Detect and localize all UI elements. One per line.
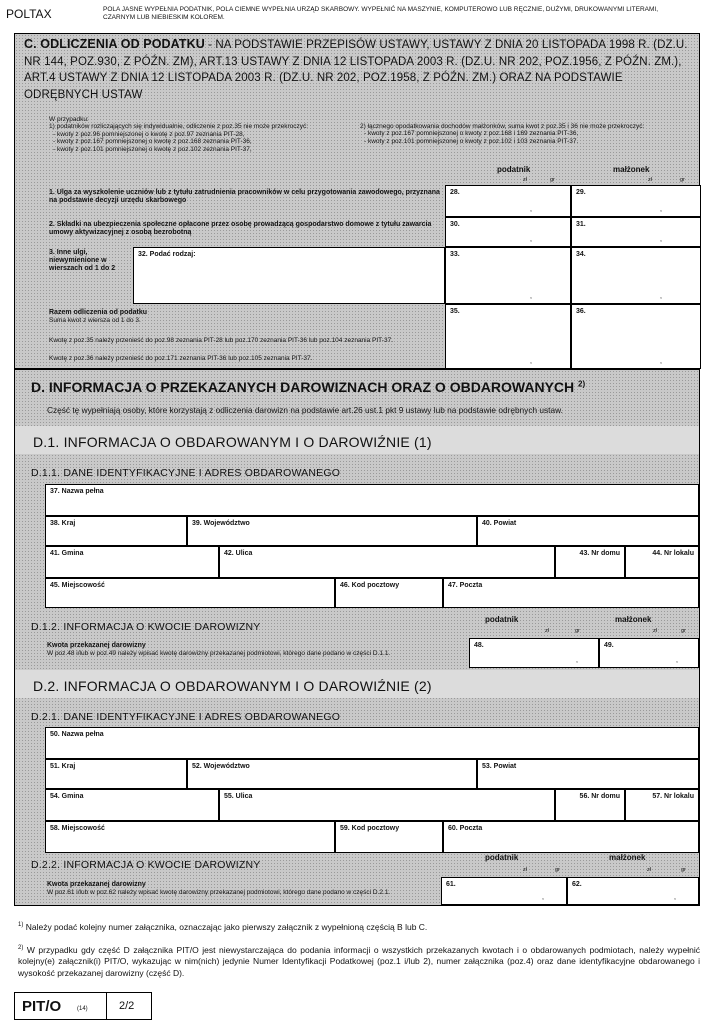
d1-header: D.1. INFORMACJA O OBDAROWANYM I O DAROWIŹNIE (1): [15, 426, 699, 454]
field-55-ulica[interactable]: 55. Ulica: [219, 789, 555, 821]
field-44-nr-lokalu[interactable]: 44. Nr lokalu: [625, 546, 699, 578]
form-code: PIT/O: [22, 998, 62, 1015]
field-38-kraj[interactable]: 38. Kraj: [45, 516, 187, 546]
d12-title: D.1.2. INFORMACJA O KWOCIE DAROWIZNY: [31, 621, 261, 633]
field-32[interactable]: 32. Podać rodzaj:: [133, 247, 445, 304]
d2-header: D.2. INFORMACJA O OBDAROWANYM I O DAROWIŹNIE (2): [15, 670, 699, 698]
gr-label: gr: [575, 628, 580, 634]
field-56-nr-domu[interactable]: 56. Nr domu: [555, 789, 625, 821]
column-header-malzonek: małżonek: [609, 853, 646, 862]
row-1-label: 1. Ulga za wyszkolenie uczniów lub z tytułu zatrudnienia pracowników w celu przygotowania zawodowego, przyznana na podstawie decyzji urzędu skarbowego: [49, 189, 440, 204]
section-c: [14, 33, 700, 369]
field-62[interactable]: 62. ,: [567, 877, 699, 905]
form-version: (14): [77, 1006, 88, 1012]
d12-label: Kwota przekazanej darowizny: [47, 642, 146, 649]
field-46-kod-pocztowy[interactable]: 46. Kod pocztowy: [335, 578, 443, 608]
field-28[interactable]: 28. ,: [445, 185, 571, 217]
d11-title: D.1.1. DANE IDENTYFIKACYJNE I ADRES OBDAROWANEGO: [31, 467, 341, 479]
field-53-powiat[interactable]: 53. Powiat: [477, 759, 699, 789]
section-d: [14, 369, 700, 906]
column-header-podatnik: podatnik: [485, 853, 519, 862]
footnote-1: $^{1)}$ Należy podać kolejny numer załącznika, oznaczając jako pierwszy załącznik z wypełnioną częścią B lub C.: [18, 922, 428, 932]
zl-label: zł: [647, 867, 651, 873]
field-41-gmina[interactable]: 41. Gmina: [45, 546, 219, 578]
field-34[interactable]: 34. ,: [571, 247, 701, 304]
gr-label: gr: [681, 867, 686, 873]
column-header-malzonek: małżonek: [615, 615, 652, 624]
d22-title: D.2.2. INFORMACJA O KWOCIE DAROWIZNY: [31, 859, 261, 871]
field-58-miejscowosc[interactable]: 58. Miejscowość: [45, 821, 335, 853]
field-43-nr-domu[interactable]: 43. Nr domu: [555, 546, 625, 578]
field-48[interactable]: 48. ,: [469, 638, 599, 668]
gr-label: gr: [555, 867, 560, 873]
field-37-nazwa-pelna[interactable]: 37. Nazwa pełna: [45, 484, 699, 516]
zl-label: zł: [523, 177, 527, 183]
section-d-title: D. INFORMACJA O PRZEKAZANYCH DAROWIZNACH ORAZ O OBDAROWANYCH $^{2)}$: [31, 379, 586, 395]
d21-title: D.2.1. DANE IDENTYFIKACYJNE I ADRES OBDAROWANEGO: [31, 711, 341, 723]
field-36[interactable]: 36. ,: [571, 304, 701, 369]
field-52-wojewodztwo[interactable]: 52. Województwo: [187, 759, 477, 789]
row-2-label: 2. Składki na ubezpieczenia społeczne opłacone przez osobę prowadzącą gospodarstwo domowe z tytułu zawarcia umowy aktywizacyjnej z osobą bezrobotną: [49, 221, 432, 236]
d12-note: W poz.48 i/lub w poz.49 należy wpisać kwotę darowizny przekazanej podmiotowi, którego dane podano w części D.1.1.: [47, 650, 391, 657]
gr-label: gr: [681, 628, 686, 634]
field-33[interactable]: 33. ,: [445, 247, 571, 304]
field-30[interactable]: 30. ,: [445, 217, 571, 247]
page-number: 2/2: [119, 1000, 135, 1012]
field-31[interactable]: 31. ,: [571, 217, 701, 247]
row-3-label: 3. Inne ulgi, niewymienione w wierszach od 1 do 2: [49, 249, 116, 272]
d22-note: W poz.61 i/lub w poz.62 należy wpisać kwotę darowizny przekazanej podmiotowi, którego dane podano w części D.2.1.: [47, 889, 391, 896]
gr-label: gr: [550, 177, 555, 183]
field-57-nr-lokalu[interactable]: 57. Nr lokalu: [625, 789, 699, 821]
field-50-nazwa-pelna[interactable]: 50. Nazwa pełna: [45, 727, 699, 759]
brand-logo: POLTAX: [6, 7, 52, 21]
row-4-sub: Suma kwot z wiersza od 1 do 3.: [49, 317, 141, 324]
row-4-note-2: Kwotę z poz.36 należy przenieść do poz.171 zeznania PIT-36 lub poz.105 zeznania PIT-37.: [49, 355, 313, 362]
row-4-note-1: Kwotę z poz.35 należy przenieść do poz.98 zeznania PIT-28 lub poz.170 zeznania PIT-36 lub poz.104 zeznania PIT-37.: [49, 337, 393, 344]
gr-label: gr: [680, 177, 685, 183]
d22-label: Kwota przekazanej darowizny: [47, 881, 146, 888]
field-54-gmina[interactable]: 54. Gmina: [45, 789, 219, 821]
form-code-box: [14, 992, 152, 1020]
field-45-miejscowosc[interactable]: 45. Miejscowość: [45, 578, 335, 608]
field-40-powiat[interactable]: 40. Powiat: [477, 516, 699, 546]
column-header-podatnik: podatnik: [497, 165, 531, 174]
footnote-2: $^{2)}$ W przypadku gdy część D załącznika PIT/O jest niewystarczająca do podania informacji o wszystkich przekazanych kwotach i o obdarowanych podmiotach, należy wypełnić kolejny(e) załącznik(i) PIT/O, wykazując w nim(nich) jedynie Numer Identyfikacji Podatkowej (poz.1 i/lub 2), numer załącznika (poz.4) oraz dane identyfikacyjne obdarowanego i wysokość przekazanej darowizny (część D).: [18, 944, 700, 978]
section-c-title: C. ODLICZENIA OD PODATKU - NA PODSTAWIE PRZEPISÓW USTAWY, USTAWY Z DNIA 20 LISTOPADA 1998 R. (DZ.U. NR 144, POZ.930, Z PÓŹN. ZM), ART.13 USTAWY Z DNIA 12 LISTOPADA 2003 R. (DZ.U. NR 202, POZ.1956, Z PÓŹN. ZM.), ART.4 USTAWY Z DNIA 12 LISTOPADA 2003 R. (DZ.U. NR 202, POZ.1958, Z PÓŹN. ZM.) ORAZ NA PODSTAWIE ODRĘBNYCH USTAW: [24, 37, 688, 101]
row-4-label: Razem odliczenia od podatku: [49, 309, 148, 316]
column-header-podatnik: podatnik: [485, 615, 519, 624]
field-59-kod-pocztowy[interactable]: 59. Kod pocztowy: [335, 821, 443, 853]
section-c-note-right: 2) łącznego opodatkowania dochodów małżonków, suma kwot z poz.35 i 36 nie może przekroczyć: - kwoty z poz.167 pomniejszonej o kwoty z poz.168 i 169 zeznania PIT-36, - kwoty z poz.101 pomniejszonej o kwoty z poz.102 i 103 zeznania PIT-37.: [360, 123, 645, 145]
field-60-poczta[interactable]: 60. Poczta: [443, 821, 699, 853]
zl-label: zł: [523, 867, 527, 873]
section-c-note-left: W przypadku: 1) podatników rozliczających się indywidualnie, odliczenie z poz.35 nie może przekroczyć: - kwoty z poz.96 pomniejszonej o kwotę z poz.97 zeznania PIT-28, - kwoty z poz.167 pomniejszonej o kwotę z poz.168 zeznania PIT-36, - kwoty z poz.101 pomniejszonej o kwotę z poz.102 zeznania PIT-37,: [49, 116, 309, 153]
field-61[interactable]: 61. ,: [441, 877, 567, 905]
field-42-ulica[interactable]: 42. Ulica: [219, 546, 555, 578]
zl-label: zł: [653, 628, 657, 634]
zl-label: zł: [545, 628, 549, 634]
field-47-poczta[interactable]: 47. Poczta: [443, 578, 699, 608]
field-49[interactable]: 49. ,: [599, 638, 699, 668]
header-instructions: POLA JASNE WYPEŁNIA PODATNIK, POLA CIEMNE WYPEŁNIA URZĄD SKARBOWY. WYPEŁNIĆ NA MASZYNIE, KOMPUTEROWO LUB RĘCZNIE, DUŻYMI, DRUKOWANYMI LITERAMI, CZARNYM LUB NIEBIESKIM KOLOREM.: [103, 6, 659, 21]
zl-label: zł: [648, 177, 652, 183]
field-51-kraj[interactable]: 51. Kraj: [45, 759, 187, 789]
field-35[interactable]: 35. ,: [445, 304, 571, 369]
field-29[interactable]: 29. ,: [571, 185, 701, 217]
field-39-wojewodztwo[interactable]: 39. Województwo: [187, 516, 477, 546]
column-header-malzonek: małżonek: [613, 165, 650, 174]
section-d-description: Część tę wypełniają osoby, które korzystają z odliczenia darowizn na podstawie art.26 ust.1 pkt 9 ustawy lub na podstawie odrębnych ustaw.: [47, 405, 563, 415]
